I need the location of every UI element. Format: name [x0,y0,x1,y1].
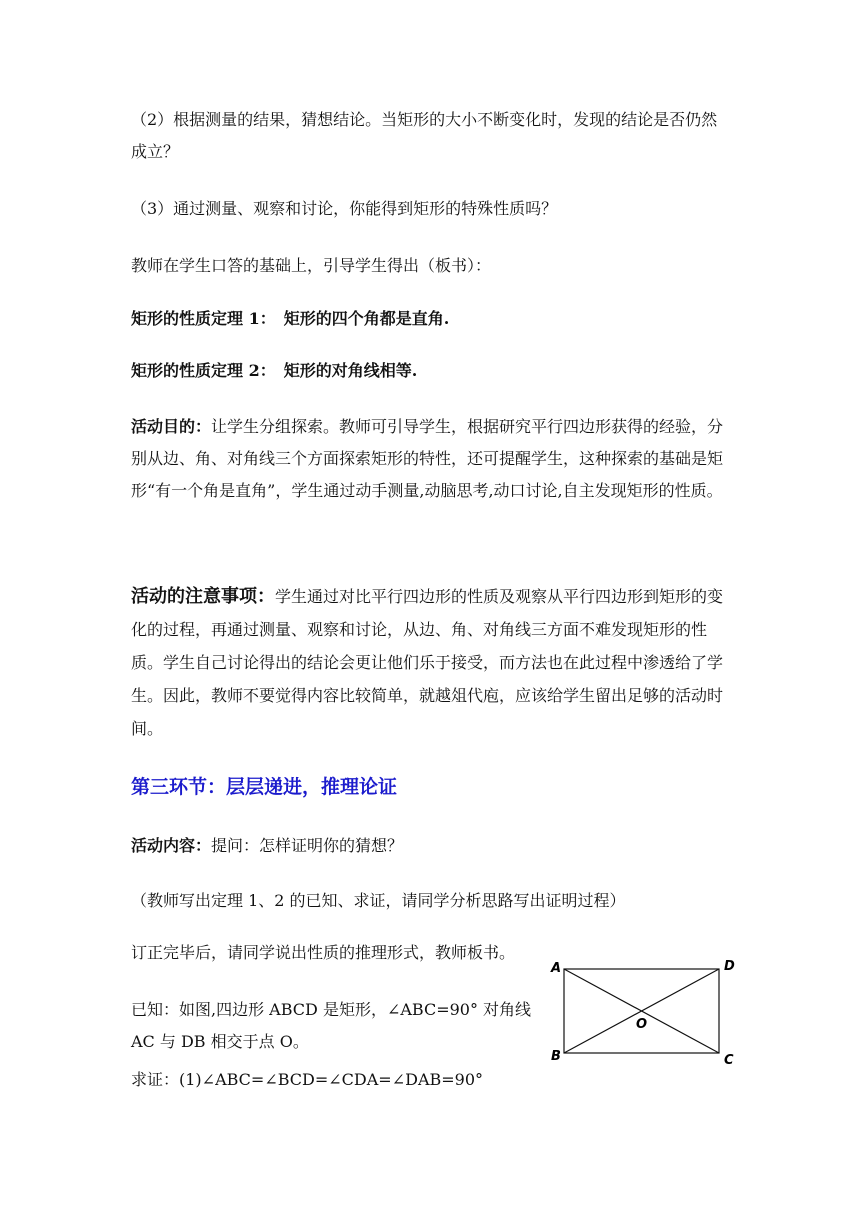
notes-text: 学生通过对比平行四边形的性质及观察从平行四边形到矩形的变化的过程，再通过测量、观察和讨论，从边、角、对角线三方面不难发现矩形的性质。学生自己讨论得出的结论会更让他们乐于接受，而方法也在此过程中渗透给了学生。因此，教师不要觉得内容比较简单，就越俎代庖，应该给学生留出足够的活动时间。 [131,587,724,738]
theorem-1: 矩形的性质定理 1： 矩形的四个角都是直角. [131,309,450,328]
theorem-2: 矩形的性质定理 2： 矩形的对角线相等. [131,361,418,380]
activity-notes [131,580,731,745]
teacher-guide-text: 教师在学生口答的基础上，引导学生得出（板书）： [131,256,492,275]
activity-purpose [131,411,731,507]
prove-text: 求证：(1)∠ABC=∠BCD=∠CDA=∠DAB=90° [131,1070,484,1089]
question-2: （2）根据测量的结果，猜想结论。当矩形的大小不断变化时，发现的结论是否仍然成立？ [131,110,718,161]
vertex-label-b: B [551,1049,561,1064]
purpose-text: 让学生分组探索。教师可引导学生，根据研究平行四边形获得的经验，分别从边、角、对角线三个方面探索矩形的特性，还可提醒学生，这种探索的基础是矩形“有一个角是直角”，学生通过动手测量,动脑思考,动口讨论,自主发现矩形的性质。 [131,417,724,500]
question-3: （3）通过测量、观察和讨论，你能得到矩形的特殊性质吗？ [131,199,558,218]
notes-label: 活动的注意事项： [131,586,275,607]
content-text: 提问：怎样证明你的猜想？ [211,836,404,855]
center-label-o: O [636,1017,648,1032]
purpose-label: 活动目的： [131,417,212,436]
section-heading: 第三环节：层层递进，推理论证 [131,776,398,798]
after-correction-text: 订正完毕后，请同学说出性质的推理形式，教师板书。 [131,943,516,962]
vertex-label-d: D [724,959,735,974]
teacher-note: （教师写出定理 1、2 的已知、求证，请同学分析思路写出证明过程） [131,891,626,910]
given-text: 已知：如图,四边形 ABCD 是矩形，∠ABC=90° 对角线 AC 与 DB 相交于点 O。 [131,1000,532,1051]
vertex-label-a: A [551,961,562,976]
content-label: 活动内容： [131,836,212,855]
rectangle-figure [540,950,750,1075]
activity-content [131,830,731,862]
vertex-label-c: C [724,1053,734,1068]
